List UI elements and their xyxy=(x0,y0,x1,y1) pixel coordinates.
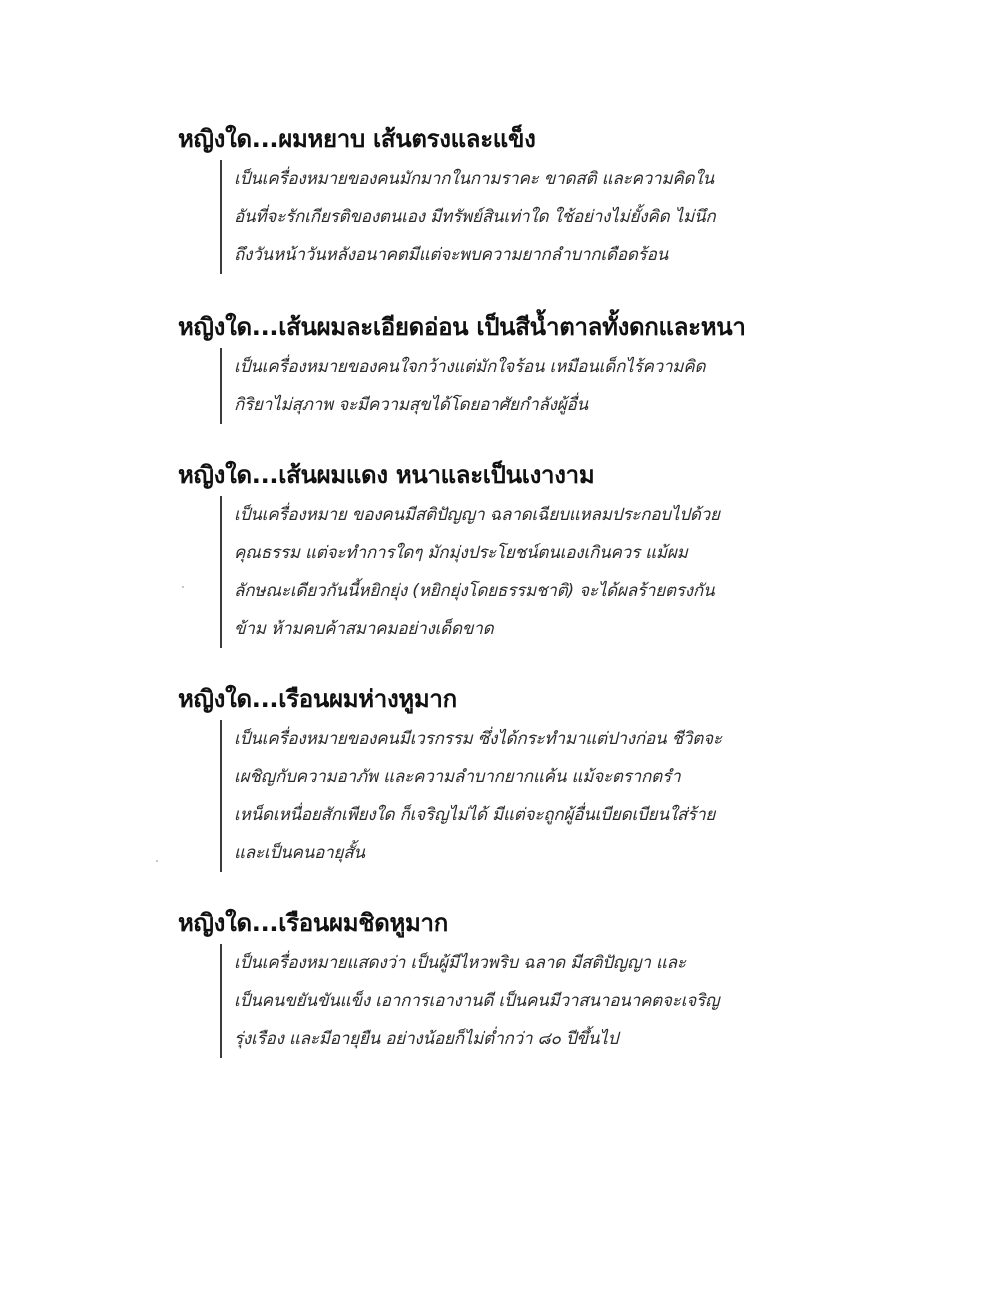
body-line: ถึงวันหน้าวันหลังอนาคตมีแต่จะพบความยากลำบากเดือดร้อน xyxy=(234,245,669,265)
body-line: เป็นเครื่องหมายของคนใจกว้างแต่มักใจร้อน เหมือนเด็กไร้ความคิด xyxy=(234,357,706,377)
body-line: เป็นเครื่องหมายแสดงว่า เป็นผู้มีไหวพริบ ฉลาด มีสติปัญญา และ xyxy=(234,953,686,973)
body-line: คุณธรรม แต่จะทำการใดๆ มักมุ่งประโยชน์ตนเองเกินควร แม้ผม xyxy=(234,543,688,563)
body-line: กิริยาไม่สุภาพ จะมีความสุขได้โดยอาศัยกำลังผู้อื่น xyxy=(234,395,588,415)
section-heading: หญิงใด...เรือนผมห่างหูมาก xyxy=(178,685,457,713)
section-body xyxy=(220,348,790,424)
body-line: ข้าม ห้ามคบค้าสมาคมอย่างเด็ดขาด xyxy=(234,619,494,639)
section-heading: หญิงใด...เส้นผมแดง หนาและเป็นเงางาม xyxy=(178,461,595,489)
body-line: รุ่งเรือง และมีอายุยืน อย่างน้อยก็ไม่ต่ำกว่า ๘๐ ปีขึ้นไป xyxy=(234,1029,619,1049)
body-line: และเป็นคนอายุสั้น xyxy=(234,843,365,863)
section-coarse-straight-hair xyxy=(178,124,798,274)
scan-speck xyxy=(182,586,184,588)
body-line: ลักษณะเดียวกันนี้หยิกยุ่ง (หยิกยุ่งโดยธรรมชาติ) จะได้ผลร้ายตรงกัน xyxy=(234,581,715,601)
section-body xyxy=(220,720,790,872)
section-fine-brown-hair xyxy=(178,312,798,424)
body-line: เผชิญกับความอาภัพ และความลำบากยากแค้น แม้จะตรากตรำ xyxy=(234,767,681,787)
section-heading: หญิงใด...เส้นผมละเอียดอ่อน เป็นสีน้ำตาลทั้งดกและหนา xyxy=(178,313,746,341)
body-line: เหน็ดเหนื่อยสักเพียงใด ก็เจริญไม่ได้ มีแต่จะถูกผู้อื่นเบียดเบียนใส่ร้าย xyxy=(234,805,716,825)
section-red-hair xyxy=(178,460,798,648)
scan-speck xyxy=(156,860,158,862)
section-body xyxy=(220,160,790,274)
section-heading: หญิงใด...เรือนผมชิดหูมาก xyxy=(178,909,448,937)
body-line: อันที่จะรักเกียรติของตนเอง มีทรัพย์สินเท่าใด ใช้อย่างไม่ยั้งคิด ไม่นึก xyxy=(234,207,716,227)
body-line: เป็นเครื่องหมายของคนมักมากในกามราคะ ขาดสติ และความคิดใน xyxy=(234,169,714,189)
section-hairline-far-from-ears xyxy=(178,684,798,872)
body-line: เป็นคนขยันขันแข็ง เอาการเอางานดี เป็นคนมีวาสนาอนาคตจะเจริญ xyxy=(234,991,720,1011)
section-heading: หญิงใด...ผมหยาบ เส้นตรงและแข็ง xyxy=(178,125,536,153)
section-body xyxy=(220,496,790,648)
section-hairline-close-to-ears xyxy=(178,908,798,1058)
section-body xyxy=(220,944,790,1058)
body-line: เป็นเครื่องหมาย ของคนมีสติปัญญา ฉลาดเฉียบแหลมประกอบไปด้วย xyxy=(234,505,720,525)
body-line: เป็นเครื่องหมายของคนมีเวรกรรม ซึ่งได้กระทำมาแต่ปางก่อน ชีวิตจะ xyxy=(234,729,722,749)
